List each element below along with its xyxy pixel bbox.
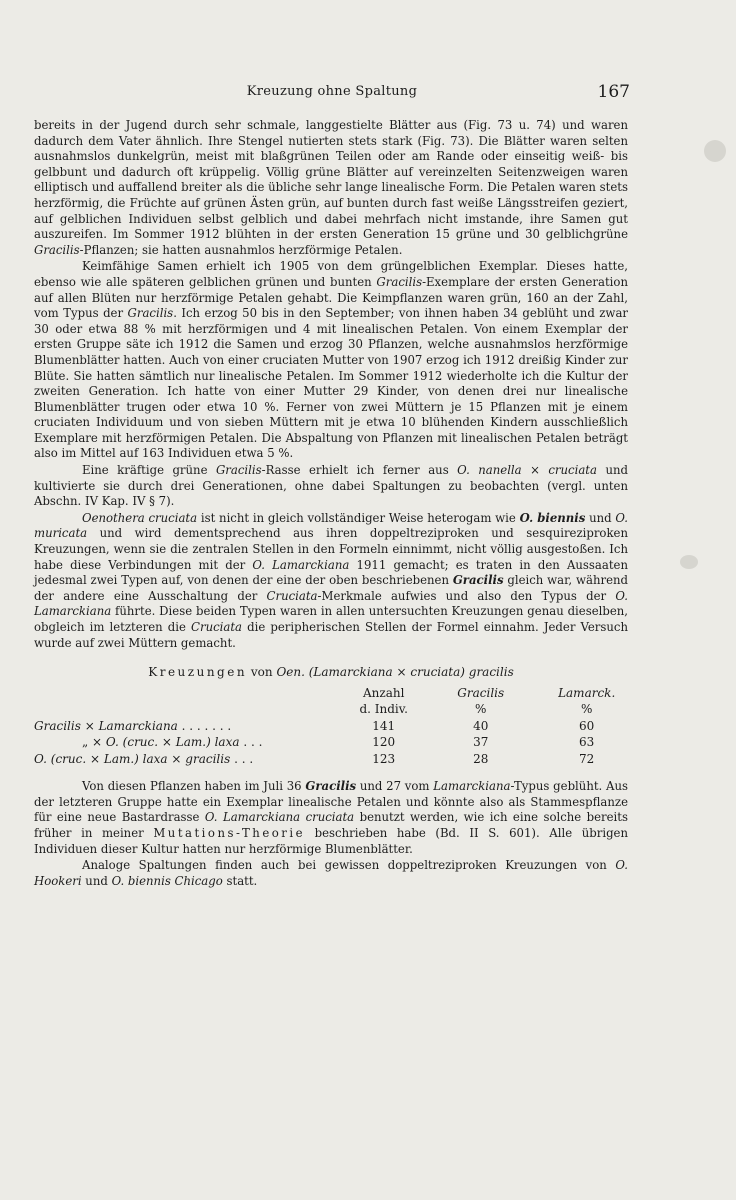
table-row <box>34 751 628 768</box>
row-label <box>34 751 351 768</box>
text-run: führte. Diese beiden Typen waren in allen untersuchten Kreuzungen genau dieselben, obgleich im letzteren die <box>34 604 628 634</box>
text-run: O. muricata <box>34 510 628 541</box>
table-subheader-count: d. Indiv. <box>359 702 408 717</box>
table-header-lamarck: Lamarck. <box>558 685 616 700</box>
page-header <box>34 82 630 108</box>
text-run: bereits in der Jugend durch sehr schmale, langgestielte Blätter aus (Fig. 73 u. 74) und waren dadurch dem Vater ähnlich. Ihre Stengel nutierten stets stark (Fig. 73). Die Blätter waren selten ausnahmslos dunkelgrün, meist mit blaßgrünen Teilen oder am Rande oder einseitig weiß- bis gelbbunt und dadurch oft krüppelig. Völlig grüne Blätter auf vereinzelten Seitenzweigen waren elliptisch und auffallend breiter als die übliche sehr lange linealische Form. Die Petalen waren stets herzförmig, die Früchte auf grünen Ästen grün, auf bunten durch fast weiße Längsstreifen geziert, auf gelblichen Individuen selbst gelblich und dabei mehrfach nicht imstande, ihre Samen gut auszureifen. Im Sommer 1912 blühten in der ersten Generation 15 grüne und 30 gelblichgrüne <box>34 118 628 242</box>
table-header-row <box>34 685 628 702</box>
text-run: × <box>521 463 549 478</box>
text-run: und 27 vom <box>356 779 434 794</box>
table-row <box>34 718 628 735</box>
paragraph <box>34 259 628 462</box>
text-run: Eine kräftige grüne <box>82 463 216 478</box>
row-label <box>34 734 351 751</box>
table-header-gracilis: Gracilis <box>457 685 505 700</box>
text-run: und kultivierte sie durch drei Generationen, ohne dabei Spaltungen zu beobachten (vergl. unten Abschn. IV Kap. IV § 7). <box>34 463 628 509</box>
text-run: O. Lamarckiana cruciata <box>204 810 355 825</box>
text-run: gleich war, während der andere eine Ausschaltung der <box>34 573 628 603</box>
running-head: Kreuzung ohne Spaltung <box>246 84 418 99</box>
row-count: 123 <box>372 751 396 766</box>
text-run: und <box>81 873 112 888</box>
table-subheader-gracilis: % <box>475 702 487 717</box>
crossing-table <box>34 685 628 768</box>
row-count: 141 <box>372 718 396 733</box>
text-run: Oen. (Lamarckiana <box>276 665 393 680</box>
text-run: × <box>86 751 104 766</box>
text-run: 1911 gemacht; es traten in den Aussaaten jedesmal zwei Typen auf, von denen der eine der oben beschriebenen <box>34 557 628 588</box>
text-run: die peripherischen Stellen der Formel einnahm. Jeder Versuch wurde auf zwei Müttern gemacht. <box>34 620 628 650</box>
text-run: benutzt werden, wie ich eine solche bereits früher in meiner <box>34 810 628 841</box>
text-run: Mutations-Theorie <box>153 826 306 841</box>
row-gracilis-pct: 28 <box>473 751 489 766</box>
text-run: O. nanella <box>457 463 522 478</box>
text-run: gracilis <box>185 751 231 766</box>
page-number: 167 <box>597 82 630 102</box>
text-run: Lam.) laxa <box>103 751 168 766</box>
text-run: statt. <box>222 873 258 888</box>
text-run: O. Lamarckiana <box>34 588 628 619</box>
paragraph <box>34 118 628 258</box>
text-run: „ × <box>82 735 106 750</box>
text-run: Gracilis <box>127 306 174 321</box>
row-gracilis-pct: 40 <box>473 718 489 733</box>
text-run: -Pflanzen; sie hatten ausnahmlos herzförmige Petalen. <box>79 242 403 257</box>
text-run: beschrieben habe (Bd. II S. 601). Alle übrigen Individuen dieser Kultur hatten nur herzförmige Blumenblätter. <box>34 826 628 856</box>
text-run: Lamarckiana <box>98 718 178 733</box>
paragraph <box>34 463 628 510</box>
text-run: Oenothera cruciata <box>82 510 198 525</box>
text-run: . . . <box>230 751 254 766</box>
table-subheader-row <box>34 701 628 718</box>
row-gracilis-pct: 37 <box>473 735 489 750</box>
text-run: . Ich erzog 50 bis in den September; von ihnen haben 34 geblüht und zwar 30 oder etwa 88 % mit herzförmigen und 4 mit linealischen Petalen. Von einem Exemplar der ersten Gruppe säte ich 1912 die Samen und erzog 30 Pflanzen, welche ausnahmslos herzförmige Blumenblätter hatten. Auch von einer cruciaten Mutter von 1907 erzog ich 1912 dreißig Kinder zur Blüte. Sie hatten sämtlich nur linealische Petalen. Im Sommer 1912 wiederholte ich die Kultur der zweiten Generation. Ich hatte von einer Mutter 29 Kinder, von denen drei nur linealische Blumenblätter trugen oder etwa 10 %. Ferner von zwei Müttern je 15 Pflanzen mit je einem cruciaten Individuum und von sieben Müttern mit je etwa 10 blühenden Kindern ausschließlich Exemplare mit herzförmigen Petalen. Die Abspaltung von Pflanzen mit linealischen Petalen beträgt also im Mittel auf 163 Individuen etwa 5 %. <box>34 306 628 461</box>
text-run: und wird dementsprechend aus ihren doppeltreziproken und sesquireziproken Kreuzungen, wenn sie die zentralen Stellen in den Formeln einnimmt, nicht völlig ausgestoßen. Ich habe diese Verbindungen mit der <box>34 526 628 572</box>
row-count: 120 <box>372 735 396 750</box>
paper-blemish <box>680 555 698 569</box>
text-run: Kreuzungen <box>148 665 248 680</box>
text-run: Gracilis <box>376 274 423 289</box>
text-run: Cruciata <box>191 620 243 634</box>
paper-blemish <box>704 140 726 162</box>
text-run: × <box>392 665 411 680</box>
table-subheader-lamarck: % <box>580 702 593 717</box>
text-run: × <box>158 735 176 750</box>
table-row <box>34 734 628 751</box>
text-run: Lamarckiana <box>433 779 511 794</box>
text-run: -Rasse erhielt ich ferner aus <box>261 463 458 478</box>
text-run: cruciata <box>548 463 597 478</box>
text-run: O. (cruc. <box>34 751 87 766</box>
text-run: O. Hookeri <box>34 858 628 888</box>
text-run: Cruciata <box>266 588 318 603</box>
table-header-blank <box>34 685 351 702</box>
text-run: × <box>80 718 99 733</box>
text-run: O. (cruc. <box>105 735 159 750</box>
text-run: Gracilis <box>305 779 357 794</box>
text-run: O. biennis Chicago <box>111 873 223 888</box>
text-run: Keimfähige Samen erhielt ich 1905 von dem grüngelblichen Exemplar. Dieses hatte, ebenso wie alle späteren gelblichen grünen und bunten <box>34 259 628 289</box>
paragraph <box>34 779 628 857</box>
text-run: Gracilis <box>452 573 504 588</box>
row-label <box>34 718 351 735</box>
text-run: -Merkmale aufwies und also den Typus der <box>317 588 616 603</box>
text-run: Gracilis <box>215 463 262 478</box>
row-lamarck-pct: 63 <box>579 735 595 750</box>
text-run: Lam.) laxa <box>175 735 240 750</box>
text-run: × <box>167 751 186 766</box>
body-text <box>34 118 628 889</box>
text-run: . . . <box>239 735 263 750</box>
text-run: -Exemplare der ersten Generation auf allen Blüten nur herzförmige Petalen gehabt. Die Keimpflanzen waren grün, 160 an der Zahl, vom Typus der <box>34 274 628 321</box>
text-run: Von diesen Pflanzen haben im Juli 36 <box>82 779 306 794</box>
text-run: O. Lamarckiana <box>252 557 350 572</box>
table-subheader-blank <box>34 701 351 718</box>
text-run: Gracilis <box>34 242 80 257</box>
table-header-count: Anzahl <box>362 685 405 700</box>
text-run: von <box>247 665 277 680</box>
text-run: O. biennis <box>519 510 586 525</box>
row-lamarck-pct: 72 <box>579 751 595 766</box>
text-run: cruciata) gracilis <box>410 665 514 680</box>
text-run: ist nicht in gleich vollständiger Weise heterogam wie <box>197 510 520 525</box>
text-run: Analoge Spaltungen finden auch bei gewissen doppeltreziproken Kreuzungen von <box>82 858 616 873</box>
paragraph <box>34 858 628 889</box>
table-caption <box>34 665 628 681</box>
text-run: -Typus geblüht. Aus der letzteren Gruppe hatte ein Exemplar linealische Petalen und könnte also als Stammespflanze für eine neue Bastardrasse <box>34 779 628 825</box>
paragraph <box>34 511 628 651</box>
text-run: und <box>585 510 616 525</box>
row-lamarck-pct: 60 <box>579 718 595 733</box>
text-run: Gracilis <box>34 718 81 733</box>
text-run: . . . . . . . <box>177 718 232 733</box>
